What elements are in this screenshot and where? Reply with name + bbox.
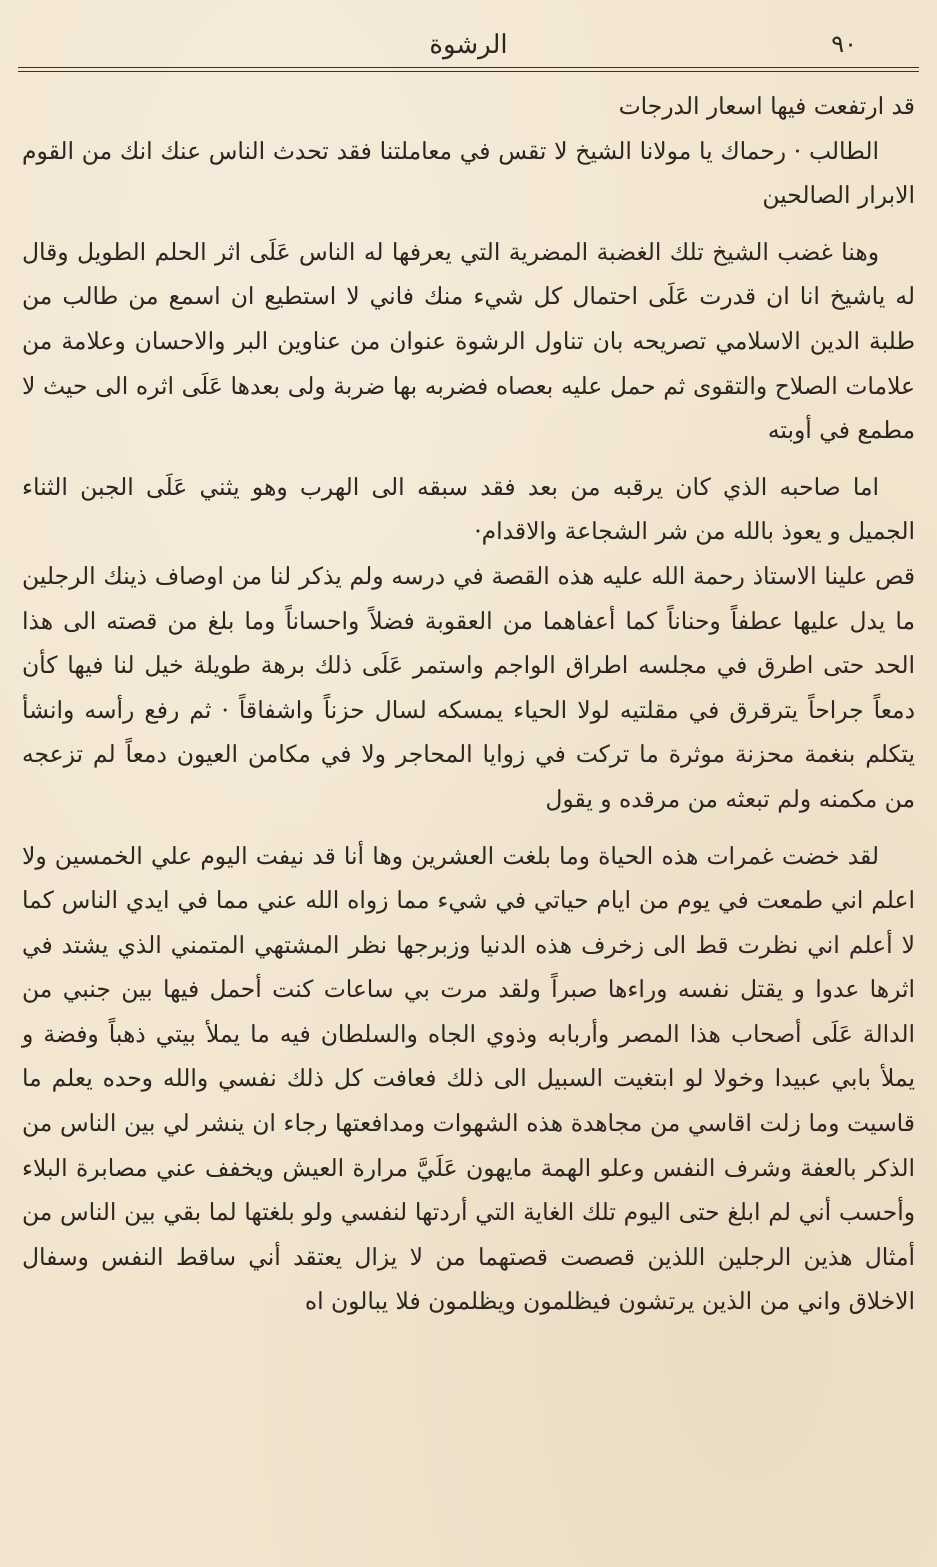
running-title: الرشوة — [429, 30, 508, 60]
paragraph-6: لقد خضت غمرات هذه الحياة وما بلغت العشرين وها أنا قد نيفت اليوم علي الخمسين ولا اعلم اني طمعت في يوم من ايام حياتي في شيء مما زواه الله عني مما في ايدي الناس كما لا أعلم اني نظرت قط الى زخرف هذه الدنيا وزبرجها نظر المشتهي المتمني الذي يشتد في اثرها عدوا و يقتل نفسه وراءها صبراً ولقد مرت بي ساعات كنت أحمل فيها بين جنبي من الدالة عَلَى أصحاب هذا المصر وأربابه وذوي الجاه والسلطان فيه ما يملأ بيتي ذهباً وفضة و يملأ بابي عبيدا وخولا لو ابتغيت السبيل الى ذلك فعافت كل ذلك نفسي والله وحده يعلم ما قاسيت وما زلت اقاسي من مجاهدة هذه الشهوات ومدافعتها رجاء ان ينشر لي بين الناس من الذكر بالعفة وشرف النفس وعلو الهمة مايهون عَلَيَّ مرارة العيش ويخفف عني مصابرة البلاء وأحسب أني لم ابلغ حتى اليوم تلك الغاية التي أردتها لنفسي ولو بلغتها لما بقي بين الناس من أمثال هذين الرجلين اللذين قصصت قصتهما من لا يزال يعتقد أني ساقط النفس وسفال الاخلاق واني من الذين يرتشون فيظلمون ويظلمون فلا يبالون اه — [22, 841, 915, 1316]
page-number: ٩٠ — [831, 30, 857, 58]
paragraph-1: قد ارتفعت فيها اسعار الدرجات — [618, 92, 915, 120]
paragraph-4: اما صاحبه الذي كان يرقبه من بعد فقد سبقه الى الهرب وهو يثني عَلَى الجبن الثناء الجميل و يعوذ بالله من شر الشجاعة والاقدام· — [22, 472, 915, 546]
body-text — [22, 84, 915, 1553]
paragraph-5: قص علينا الاستاذ رحمة الله عليه هذه القصة في درسه ولم يذكر لنا من اوصاف ذينك الرجلين ما يدل عليها عطفاً وحناناً كما أعفاهما من العقوبة فضلاً واحساناً وما بلغ من قصته الى هذا الحد حتى اطرق في مجلسه اطراق الواجم واستمر عَلَى ذلك برهة طويلة خيل لنا فيها كأن دمعاً جراحاً يترقرق في مقلتيه لولا الحياء يمسكه لسال حزناً واشفاقاً · ثم رفع رأسه وانشأ يتكلم بنغمة محزنة موثرة ما تركت في زوايا المحاجر ولا في مكامن العيون دمعاً لم تزعجه من مكمنه ولم تبعثه من مرقده و يقول — [22, 561, 915, 813]
running-head — [18, 26, 919, 72]
header-rule — [18, 67, 919, 72]
paragraph-2: الطالب · رحماك يا مولانا الشيخ لا تقس في معاملتنا فقد تحدث الناس عنك انك من القوم الابرار الصالحين — [22, 136, 915, 210]
paragraph-3: وهنا غضب الشيخ تلك الغضبة المضرية التي يعرفها له الناس عَلَى اثر الحلم الطويل وقال له ياشيخ انا ان قدرت عَلَى احتمال كل شيء منك فاني لا استطيع ان اسمع من طالب من طلبة الدين الاسلامي تصريحه بان تناول الرشوة عنوان من عناوين البر والاحسان وعلامة من علامات الصلاح والتقوى ثم حمل عليه بعصاه فضربه بها ضربة ولى بعدها عَلَى اثره الى حيث لا مطمع في أوبته — [22, 237, 915, 445]
